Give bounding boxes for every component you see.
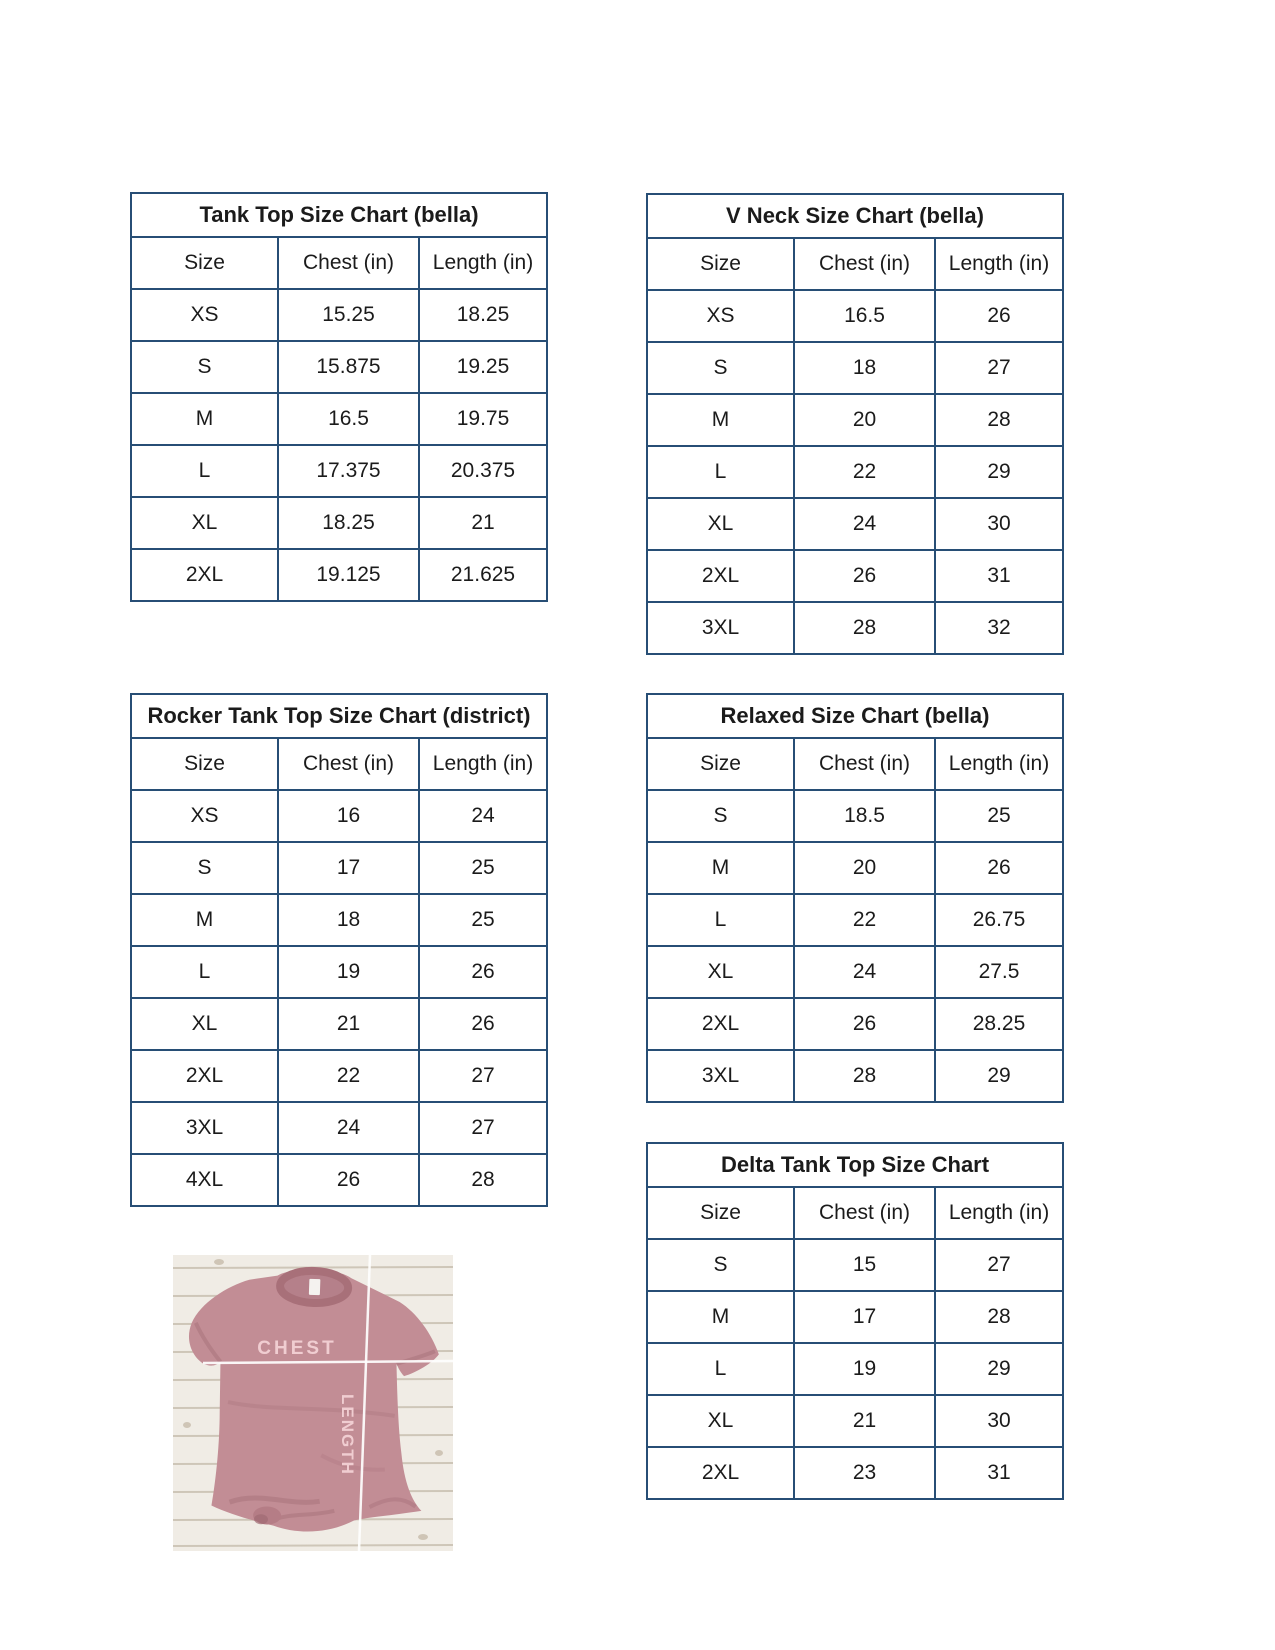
size-cell: XS — [647, 290, 794, 342]
chest-cell: 22 — [794, 446, 935, 498]
length-cell: 27 — [419, 1050, 547, 1102]
table-row — [131, 497, 547, 549]
chest-cell: 16 — [278, 790, 419, 842]
column-header: Size — [647, 238, 794, 290]
column-header: Length (in) — [935, 738, 1063, 790]
chest-cell: 28 — [794, 602, 935, 654]
table-row — [647, 394, 1063, 446]
length-cell: 29 — [935, 446, 1063, 498]
chest-cell: 20 — [794, 842, 935, 894]
column-header: Length (in) — [419, 237, 547, 289]
table-header-row — [131, 237, 547, 289]
table-row — [131, 998, 547, 1050]
chest-cell: 18 — [278, 894, 419, 946]
chest-cell: 17 — [278, 842, 419, 894]
chest-cell: 16.5 — [278, 393, 419, 445]
length-cell: 29 — [935, 1343, 1063, 1395]
size-cell: M — [647, 1291, 794, 1343]
column-header: Size — [131, 738, 278, 790]
size-cell: 4XL — [131, 1154, 278, 1206]
table-header-row — [647, 238, 1063, 290]
table-row — [647, 602, 1063, 654]
length-cell: 19.25 — [419, 341, 547, 393]
length-cell: 28 — [935, 394, 1063, 446]
chest-cell: 28 — [794, 1050, 935, 1102]
chest-cell: 19 — [794, 1343, 935, 1395]
chest-cell: 16.5 — [794, 290, 935, 342]
table-row — [647, 1291, 1063, 1343]
chest-cell: 22 — [794, 894, 935, 946]
table-row — [131, 393, 547, 445]
size-cell: XS — [131, 289, 278, 341]
table-row — [647, 1239, 1063, 1291]
table-title-row — [647, 194, 1063, 238]
table-row — [131, 1102, 547, 1154]
table-row — [647, 550, 1063, 602]
delta-tank-top-size-chart — [646, 1142, 1062, 1500]
table-row — [131, 549, 547, 601]
column-header: Chest (in) — [794, 738, 935, 790]
column-header: Chest (in) — [794, 1187, 935, 1239]
shirt-measurement-graphic — [173, 1255, 453, 1551]
chest-cell: 22 — [278, 1050, 419, 1102]
chest-cell: 18.25 — [278, 497, 419, 549]
table-row — [131, 445, 547, 497]
size-cell: M — [131, 393, 278, 445]
chest-cell: 17.375 — [278, 445, 419, 497]
length-cell: 27 — [935, 342, 1063, 394]
column-header: Length (in) — [935, 1187, 1063, 1239]
size-cell: 2XL — [131, 1050, 278, 1102]
size-cell: M — [647, 394, 794, 446]
table-title-row — [131, 193, 547, 237]
table-row — [647, 1343, 1063, 1395]
size-cell: L — [131, 946, 278, 998]
size-cell: S — [647, 1239, 794, 1291]
length-cell: 21 — [419, 497, 547, 549]
size-cell: L — [647, 446, 794, 498]
shirt-measurement-photo — [173, 1255, 453, 1551]
chest-cell: 19 — [278, 946, 419, 998]
length-cell: 27 — [935, 1239, 1063, 1291]
table-title: Rocker Tank Top Size Chart (district) — [131, 694, 547, 738]
chest-cell: 15.25 — [278, 289, 419, 341]
size-cell: XL — [647, 1395, 794, 1447]
table-title: Delta Tank Top Size Chart — [647, 1143, 1063, 1187]
size-cell: S — [647, 790, 794, 842]
table-row — [131, 842, 547, 894]
table-row — [131, 790, 547, 842]
size-cell: L — [647, 894, 794, 946]
length-cell: 25 — [419, 894, 547, 946]
length-cell: 32 — [935, 602, 1063, 654]
length-cell: 21.625 — [419, 549, 547, 601]
relaxed-size-chart-grid — [646, 693, 1064, 1103]
size-cell: S — [647, 342, 794, 394]
tshirt-collar — [280, 1270, 349, 1304]
tank-top-size-chart-grid — [130, 192, 548, 602]
chest-cell: 18 — [794, 342, 935, 394]
chest-cell: 23 — [794, 1447, 935, 1499]
size-cell: M — [131, 894, 278, 946]
column-header: Length (in) — [419, 738, 547, 790]
length-cell: 27 — [419, 1102, 547, 1154]
chest-cell: 24 — [794, 946, 935, 998]
table-row — [647, 894, 1063, 946]
length-cell: 19.75 — [419, 393, 547, 445]
rocker-tank-top-size-chart — [130, 693, 546, 1207]
table-row — [647, 1050, 1063, 1102]
size-cell: S — [131, 842, 278, 894]
table-row — [647, 498, 1063, 550]
size-cell: L — [131, 445, 278, 497]
table-row — [131, 289, 547, 341]
table-row — [647, 842, 1063, 894]
column-header: Size — [647, 738, 794, 790]
length-cell: 26 — [419, 998, 547, 1050]
table-row — [131, 1154, 547, 1206]
length-cell: 18.25 — [419, 289, 547, 341]
table-header-row — [131, 738, 547, 790]
length-cell: 28 — [419, 1154, 547, 1206]
length-cell: 28.25 — [935, 998, 1063, 1050]
table-title-row — [647, 694, 1063, 738]
chest-cell: 24 — [794, 498, 935, 550]
table-row — [647, 998, 1063, 1050]
length-cell: 25 — [419, 842, 547, 894]
length-cell: 26 — [935, 842, 1063, 894]
length-cell: 29 — [935, 1050, 1063, 1102]
chest-cell: 15 — [794, 1239, 935, 1291]
chest-cell: 26 — [278, 1154, 419, 1206]
table-header-row — [647, 1187, 1063, 1239]
chest-cell: 21 — [278, 998, 419, 1050]
collar-tag — [309, 1279, 321, 1295]
size-cell: 2XL — [647, 998, 794, 1050]
size-cell: 2XL — [647, 550, 794, 602]
size-cell: 3XL — [131, 1102, 278, 1154]
length-cell: 26.75 — [935, 894, 1063, 946]
chest-cell: 15.875 — [278, 341, 419, 393]
size-cell: 2XL — [131, 549, 278, 601]
column-header: Chest (in) — [278, 738, 419, 790]
chest-cell: 21 — [794, 1395, 935, 1447]
table-row — [647, 946, 1063, 998]
size-cell: XL — [131, 497, 278, 549]
table-row — [131, 341, 547, 393]
v-neck-size-chart — [646, 193, 1062, 655]
table-title-row — [131, 694, 547, 738]
size-cell: 3XL — [647, 602, 794, 654]
size-cell: 3XL — [647, 1050, 794, 1102]
length-cell: 30 — [935, 498, 1063, 550]
size-cell: XS — [131, 790, 278, 842]
table-row — [647, 1447, 1063, 1499]
length-cell: 27.5 — [935, 946, 1063, 998]
column-header: Length (in) — [935, 238, 1063, 290]
column-header: Chest (in) — [278, 237, 419, 289]
length-cell: 20.375 — [419, 445, 547, 497]
table-title: Relaxed Size Chart (bella) — [647, 694, 1063, 738]
size-cell: XL — [647, 946, 794, 998]
table-row — [131, 946, 547, 998]
delta-tank-top-size-chart-grid — [646, 1142, 1064, 1500]
length-label: LENGTH — [338, 1394, 357, 1476]
table-title: Tank Top Size Chart (bella) — [131, 193, 547, 237]
length-cell: 30 — [935, 1395, 1063, 1447]
table-row — [131, 1050, 547, 1102]
size-cell: L — [647, 1343, 794, 1395]
length-cell: 26 — [419, 946, 547, 998]
size-cell: XL — [131, 998, 278, 1050]
chest-cell: 26 — [794, 550, 935, 602]
chest-cell: 26 — [794, 998, 935, 1050]
table-row — [647, 1395, 1063, 1447]
table-row — [131, 894, 547, 946]
v-neck-size-chart-grid — [646, 193, 1064, 655]
size-cell: S — [131, 341, 278, 393]
tank-top-size-chart — [130, 192, 546, 602]
column-header: Chest (in) — [794, 238, 935, 290]
table-row — [647, 342, 1063, 394]
chest-label: CHEST — [257, 1338, 337, 1359]
rocker-tank-top-size-chart-grid — [130, 693, 548, 1207]
column-header: Size — [131, 237, 278, 289]
length-cell: 28 — [935, 1291, 1063, 1343]
table-row — [647, 446, 1063, 498]
table-title-row — [647, 1143, 1063, 1187]
length-cell: 31 — [935, 1447, 1063, 1499]
table-header-row — [647, 738, 1063, 790]
table-row — [647, 790, 1063, 842]
chest-cell: 20 — [794, 394, 935, 446]
length-cell: 26 — [935, 290, 1063, 342]
length-cell: 24 — [419, 790, 547, 842]
chest-cell: 18.5 — [794, 790, 935, 842]
length-cell: 25 — [935, 790, 1063, 842]
column-header: Size — [647, 1187, 794, 1239]
chest-cell: 24 — [278, 1102, 419, 1154]
table-title: V Neck Size Chart (bella) — [647, 194, 1063, 238]
length-cell: 31 — [935, 550, 1063, 602]
chest-cell: 17 — [794, 1291, 935, 1343]
size-cell: 2XL — [647, 1447, 794, 1499]
size-cell: M — [647, 842, 794, 894]
size-cell: XL — [647, 498, 794, 550]
chest-cell: 19.125 — [278, 549, 419, 601]
table-row — [647, 290, 1063, 342]
relaxed-size-chart — [646, 693, 1062, 1103]
